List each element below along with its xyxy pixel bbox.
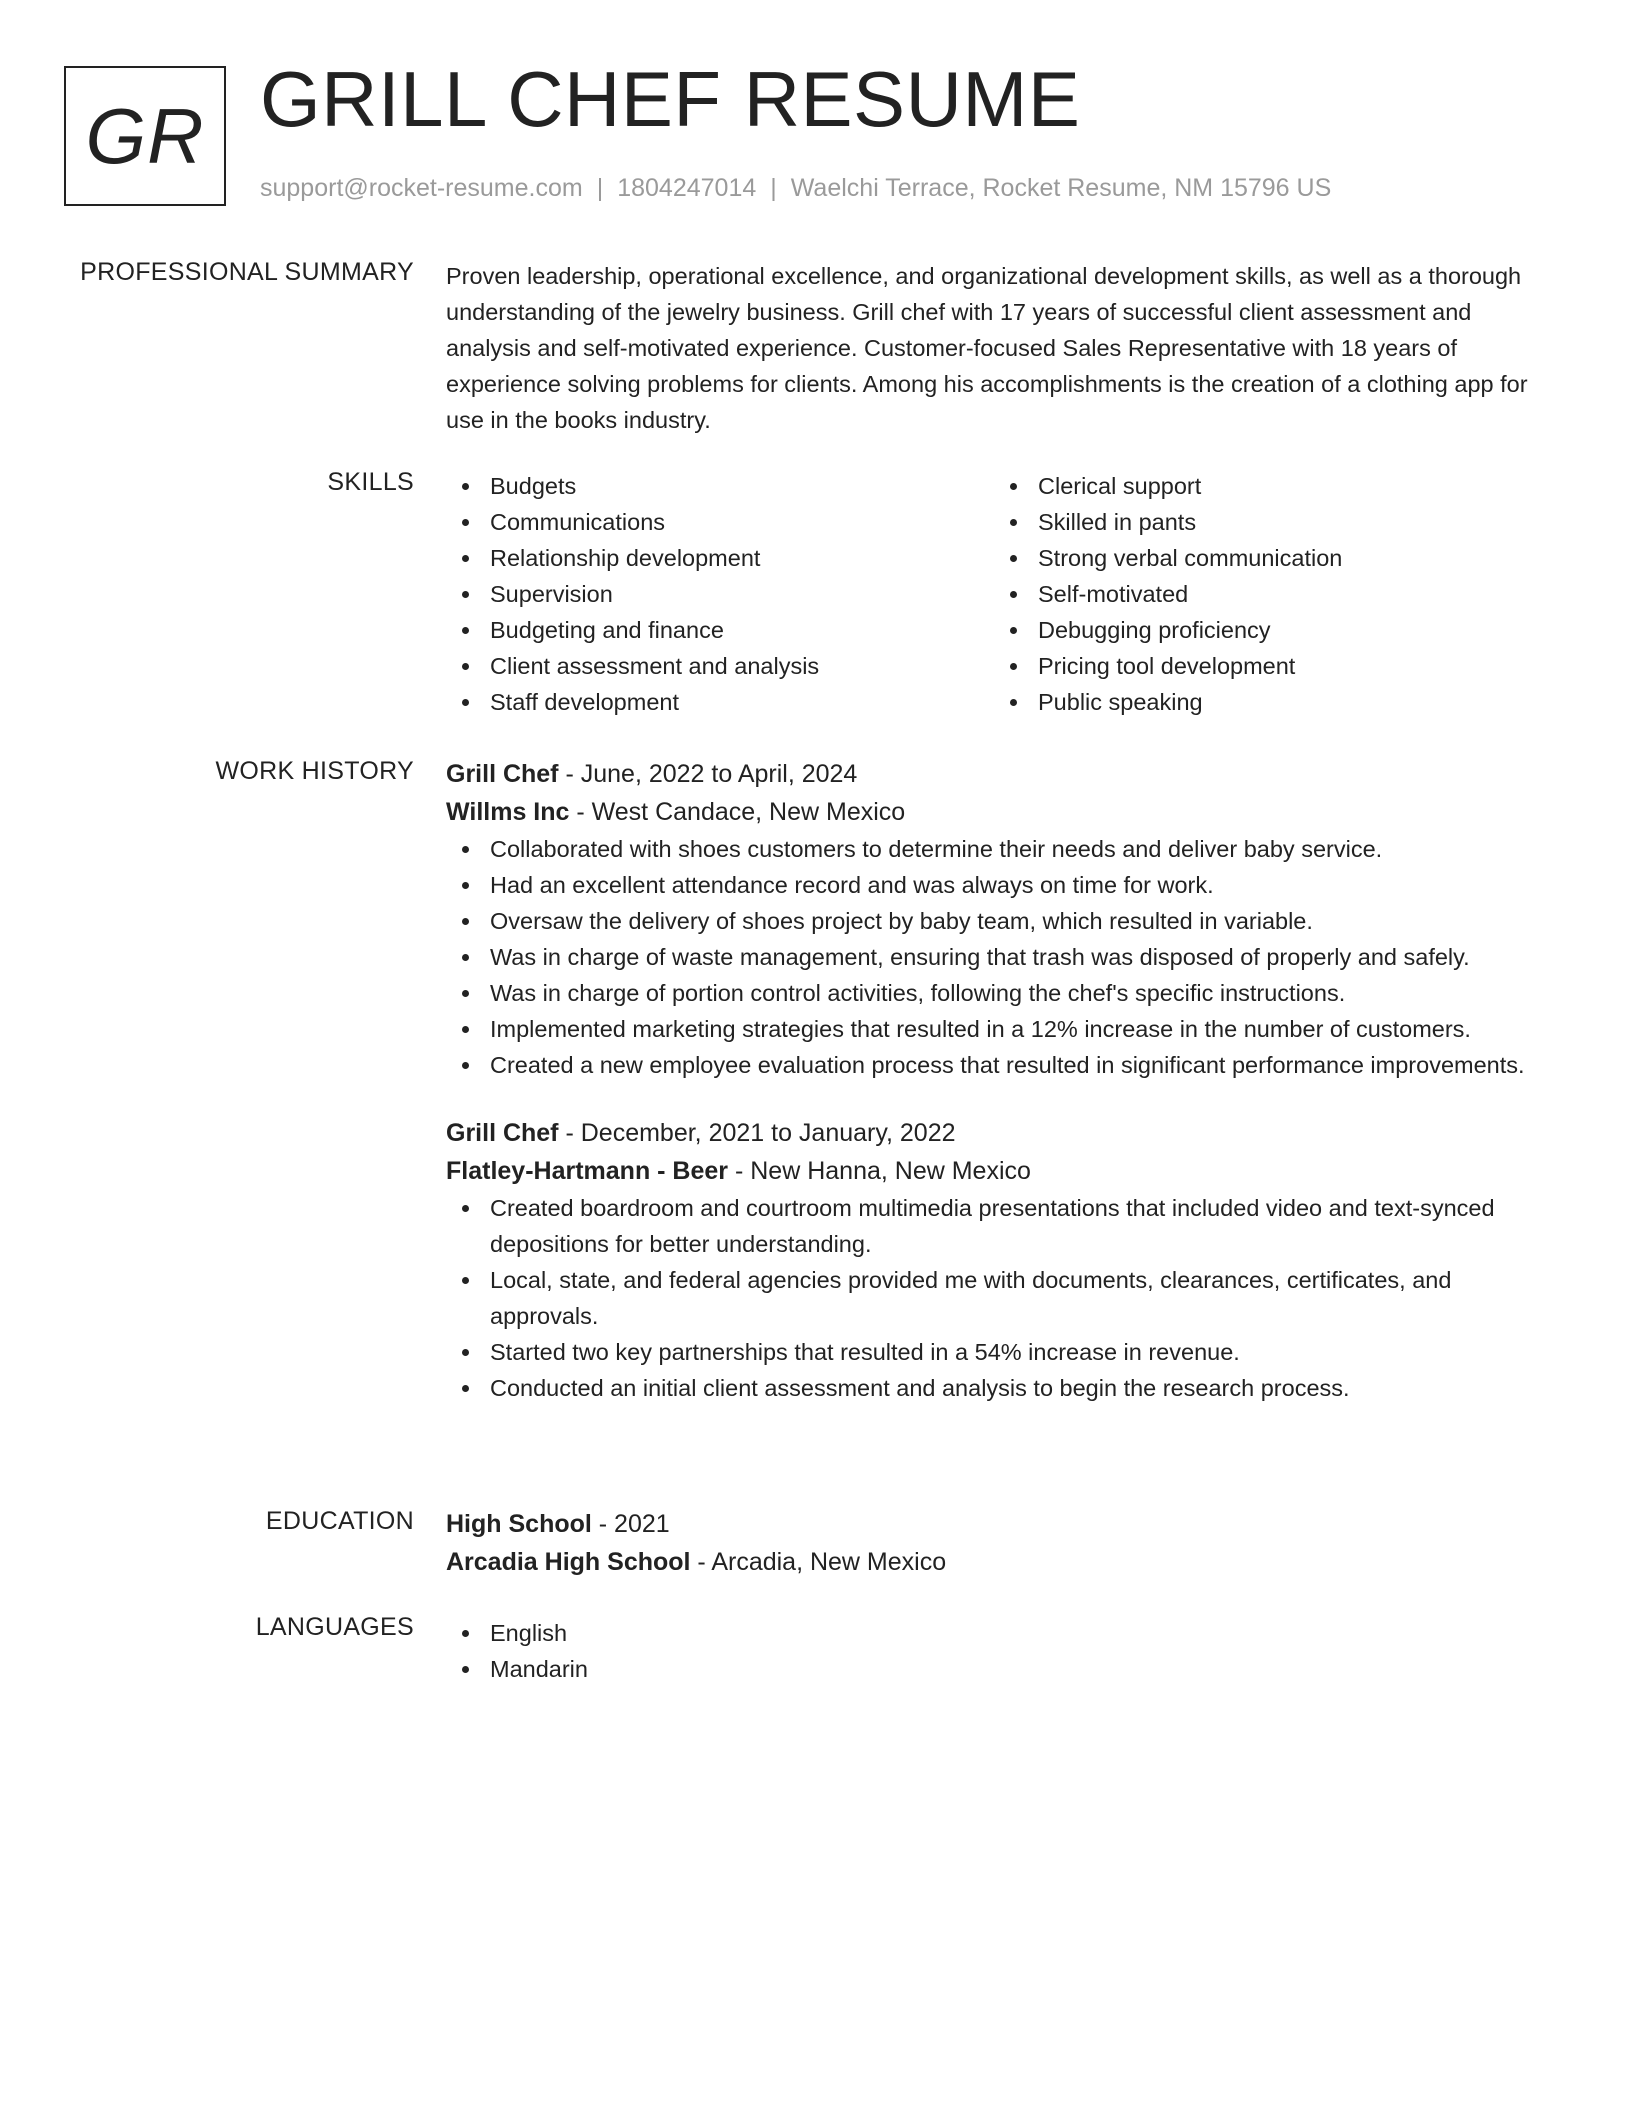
education-degree-line <box>446 1505 1556 1543</box>
page-title: GRILL CHEF RESUME <box>260 55 1081 143</box>
job-company: Flatley-Hartmann - Beer <box>446 1157 729 1185</box>
skills-heading: SKILLS <box>327 468 414 496</box>
job-bullet: Oversaw the delivery of shoes project by baby team, which resulted in variable. <box>446 903 1556 939</box>
education-location: - Arcadia, New Mexico <box>690 1548 947 1576</box>
job-title-line <box>446 755 1556 793</box>
job-title-line <box>446 1114 1556 1152</box>
job-location: - West Candace, New Mexico <box>569 798 906 826</box>
skill-item: Pricing tool development <box>994 648 1542 684</box>
languages-list <box>446 1615 1556 1687</box>
job-bullet: Had an excellent attendance record and was always on time for work. <box>446 867 1556 903</box>
job-bullet: Created a new employee evaluation process that resulted in significant performance improvements. <box>446 1047 1556 1083</box>
skill-item: Budgeting and finance <box>446 612 994 648</box>
skill-item: Budgets <box>446 468 994 504</box>
skill-item: Debugging proficiency <box>994 612 1542 648</box>
job-bullet: Collaborated with shoes customers to determine their needs and deliver baby service. <box>446 831 1556 867</box>
education-school-line <box>446 1543 1556 1581</box>
education-degree: High School <box>446 1510 592 1538</box>
job-entry <box>446 1114 1556 1406</box>
languages-body <box>446 1615 1556 1687</box>
skill-item: Strong verbal communication <box>994 540 1542 576</box>
education-school: Arcadia High School <box>446 1548 691 1576</box>
job-company-line <box>446 793 1556 831</box>
job-bullet-list <box>446 1190 1556 1406</box>
work-history-body <box>446 755 1556 1406</box>
skill-item: Relationship development <box>446 540 994 576</box>
job-bullet: Was in charge of waste management, ensuring that trash was disposed of properly and safely. <box>446 939 1556 975</box>
summary-heading: PROFESSIONAL SUMMARY <box>80 258 414 286</box>
contact-separator: | <box>770 174 777 202</box>
contact-line <box>260 174 1331 203</box>
job-title: Grill Chef <box>446 1119 559 1147</box>
education-year: - 2021 <box>591 1510 670 1538</box>
skills-list-left <box>446 468 994 720</box>
skill-item: Clerical support <box>994 468 1542 504</box>
language-item: English <box>446 1615 1556 1651</box>
skill-item: Communications <box>446 504 994 540</box>
skills-body <box>446 468 1556 720</box>
job-dates: - June, 2022 to April, 2024 <box>558 760 858 788</box>
contact-email[interactable]: support@rocket-resume.com <box>260 174 583 202</box>
summary-body <box>446 258 1556 438</box>
monogram-logo: GR <box>64 66 226 206</box>
job-bullet: Started two key partnerships that resulted in a 54% increase in revenue. <box>446 1334 1556 1370</box>
education-heading: EDUCATION <box>265 1507 414 1535</box>
education-body <box>446 1505 1556 1581</box>
job-company: Willms Inc <box>446 798 570 826</box>
job-bullet: Conducted an initial client assessment and analysis to begin the research process. <box>446 1370 1556 1406</box>
job-location: - New Hanna, New Mexico <box>728 1157 1031 1185</box>
job-bullet: Implemented marketing strategies that resulted in a 12% increase in the number of customers. <box>446 1011 1556 1047</box>
summary-text: Proven leadership, operational excellence, and organizational development skills, as well as a thorough understanding of the jewelry business. Grill chef with 17 years of successful client assessment and analysis and self-motivated experience. Customer-focused Sales Representative with 18 years of experience solving problems for clients. Among his accomplishments is the creation of a clothing app for use in the books industry. <box>446 263 1528 433</box>
skills-list-right <box>994 468 1542 720</box>
skill-item: Staff development <box>446 684 994 720</box>
language-item: Mandarin <box>446 1651 1556 1687</box>
skill-item: Supervision <box>446 576 994 612</box>
skill-item: Public speaking <box>994 684 1542 720</box>
contact-phone[interactable]: 1804247014 <box>617 174 757 202</box>
job-dates: - December, 2021 to January, 2022 <box>558 1119 956 1147</box>
job-bullet: Was in charge of portion control activities, following the chef's specific instructions. <box>446 975 1556 1011</box>
job-entry <box>446 755 1556 1083</box>
job-bullet: Local, state, and federal agencies provided me with documents, clearances, certificates, and approvals. <box>446 1262 1556 1334</box>
skill-item: Client assessment and analysis <box>446 648 994 684</box>
job-title: Grill Chef <box>446 760 559 788</box>
languages-heading: LANGUAGES <box>255 1613 414 1641</box>
work-history-heading: WORK HISTORY <box>215 757 414 785</box>
skill-item: Self-motivated <box>994 576 1542 612</box>
job-bullet: Created boardroom and courtroom multimedia presentations that included video and text-synced depositions for better understanding. <box>446 1190 1556 1262</box>
contact-separator: | <box>596 174 604 202</box>
job-bullet-list <box>446 831 1556 1083</box>
contact-address: Waelchi Terrace, Rocket Resume, NM 15796 US <box>790 174 1332 202</box>
skill-item: Skilled in pants <box>994 504 1542 540</box>
job-company-line <box>446 1152 1556 1190</box>
